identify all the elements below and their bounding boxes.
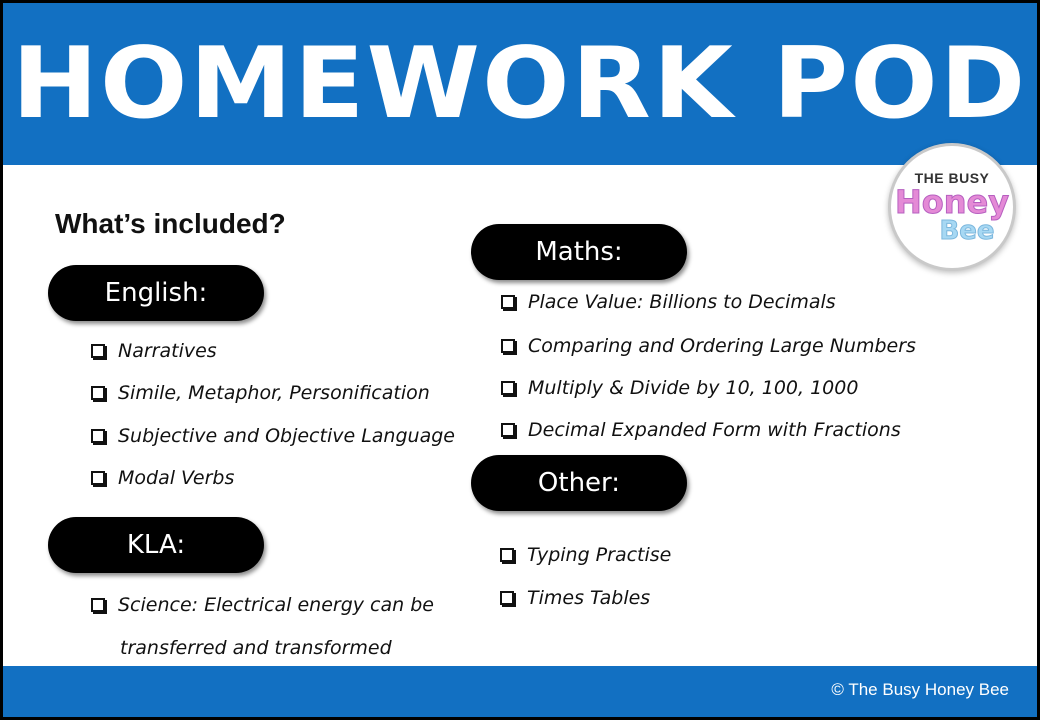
checkbox-icon: [91, 471, 105, 485]
list-item: Place Value: Billions to Decimals: [501, 291, 916, 314]
list-item: Decimal Expanded Form with Fractions: [501, 419, 916, 442]
logo-line-3: Bee: [939, 216, 995, 246]
checkbox-icon: [501, 381, 515, 395]
list-item: Science: Electrical energy can be: [91, 594, 434, 617]
list-item: Multiply & Divide by 10, 100, 1000: [501, 377, 916, 400]
maths-pill: Maths:: [471, 224, 687, 280]
list-item: Modal Verbs: [91, 467, 455, 490]
page-frame: [3, 3, 1037, 717]
list-item: Narratives: [91, 340, 455, 363]
page-title: HOMEWORK POD: [12, 27, 1028, 141]
english-list: [91, 340, 455, 490]
brand-logo: [888, 143, 1016, 271]
english-pill: English:: [48, 265, 264, 321]
list-item: Times Tables: [500, 587, 671, 610]
list-item: Simile, Metaphor, Personification: [91, 382, 455, 405]
list-item: Comparing and Ordering Large Numbers: [501, 335, 916, 358]
kla-list: [91, 594, 434, 660]
checkbox-icon: [500, 591, 514, 605]
checkbox-icon: [500, 548, 514, 562]
checkbox-icon: [501, 339, 515, 353]
checkbox-icon: [91, 598, 105, 612]
section-heading: What’s included?: [55, 208, 286, 239]
list-item-continued: transferred and transformed: [120, 636, 392, 659]
copyright-credit: © The Busy Honey Bee: [831, 680, 1009, 699]
list-item: Typing Practise: [500, 544, 671, 567]
logo-line-2: Honey: [894, 183, 1010, 221]
checkbox-icon: [501, 423, 515, 437]
footer-banner: [3, 666, 1037, 717]
checkbox-icon: [91, 344, 105, 358]
checkbox-icon: [91, 429, 105, 443]
other-list: [500, 544, 671, 610]
logo-line-1: THE BUSY: [914, 170, 990, 186]
header-banner: [3, 3, 1037, 165]
list-item: Subjective and Objective Language: [91, 425, 455, 448]
maths-list: [501, 291, 916, 442]
checkbox-icon: [501, 295, 515, 309]
other-pill: Other:: [471, 455, 687, 511]
checkbox-icon: [91, 386, 105, 400]
kla-pill: KLA:: [48, 517, 264, 573]
